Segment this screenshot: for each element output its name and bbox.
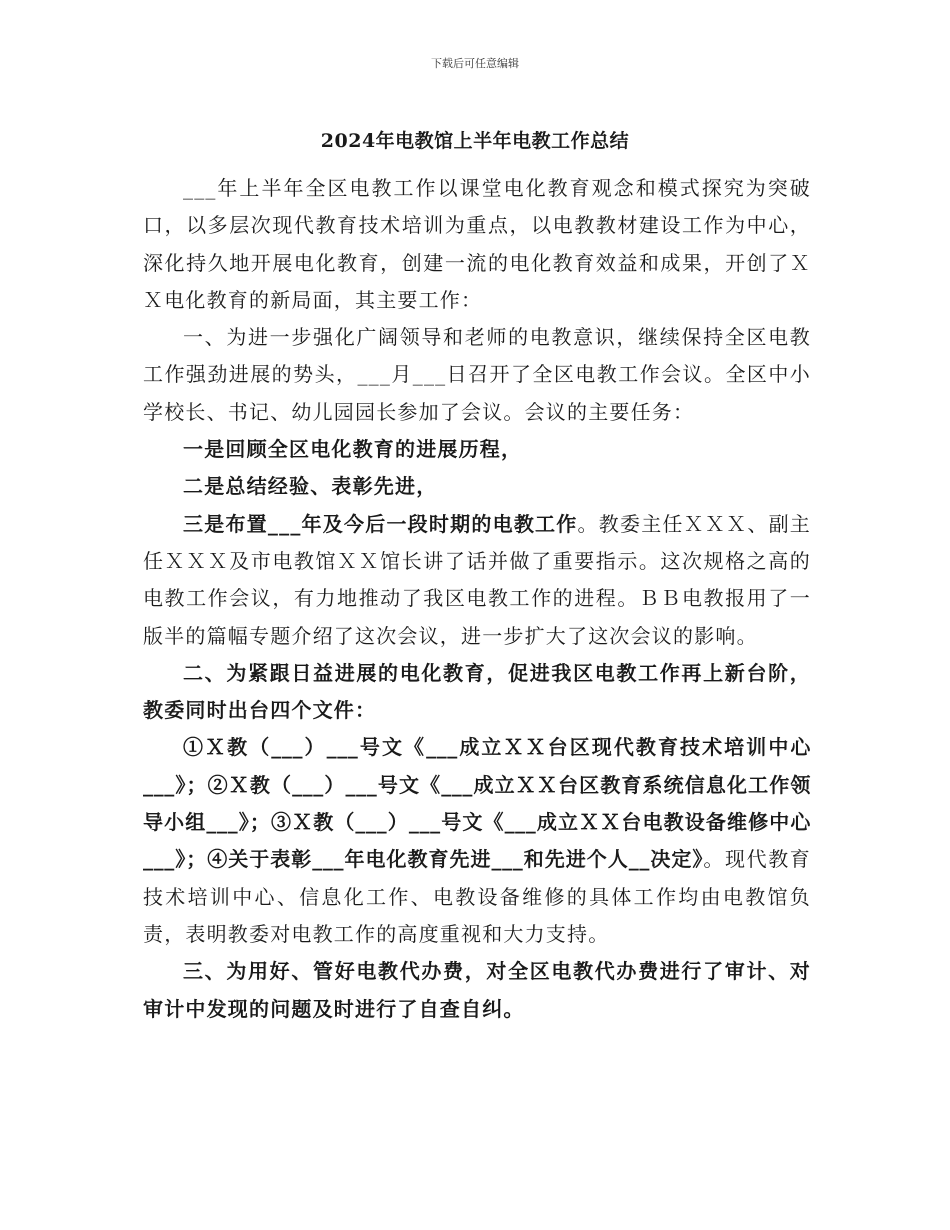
paragraph-section-2: 二、为紧跟日益进展的电化教育，促进我区电教工作再上新台阶，教委同时出台四个文件： <box>143 660 811 723</box>
header-note: 下载后可任意编辑 <box>431 57 519 70</box>
document-title: 2024年电教馆上半年电教工作总结 <box>320 130 630 152</box>
task-3-rest: 。教委主任ＸＸＸ、副主任ＸＸＸ及市电教馆ＸＸ馆长讲了话并做了重要指示。这次规格之高的电教工作会议，有力地推动了我区电教工作的进程。ＢＢ电教报用了一版半的篇幅专题介绍了这次会议，进一步扩大了这次会议的影响。 <box>143 511 812 648</box>
paragraph-section-3: 三、为用好、管好电教代办费，对全区电教代办费进行了审计、对审计中发现的问题及时进行了自查自纠。 <box>143 959 811 1021</box>
paragraph-task-3 <box>143 506 811 655</box>
paragraph-task-2: 二是总结经验、表彰先进， <box>183 474 438 499</box>
documents-bold: ①Ｘ教（___）___号文《___成立ＸＸ台区现代教育技术培训中心___》；②Ｘ教（___）___号文《___成立ＸＸ台区教育系统信息化工作领导小组___》；③Ｘ教（___）___号文《___成立ＸＸ台电教设备维修中心___》；④关于表彰___年电化教育先进___和先进个人__决定》 <box>143 735 811 872</box>
paragraph-documents <box>143 729 811 953</box>
paragraph-task-1: 一是回顾全区电化教育的进展历程， <box>183 437 523 462</box>
documents-rest: 。现代教育技术培训中心、信息化工作、电教设备维修的具体工作均由电教馆负责，表明教委对电教工作的高度重视和大力支持。 <box>143 847 811 946</box>
paragraph-section-1: 一、为进一步强化广阔领导和老师的电教意识，继续保持全区电教工作强劲进展的势头，___月___日召开了全区电教工作会议。全区中小学校长、书记、幼儿园园长参加了会议。会议的主要任务： <box>143 325 811 424</box>
task-3-bold: 三是布置___年及今后一段时期的电教工作 <box>183 511 578 536</box>
document-body <box>143 170 811 1028</box>
paragraph-intro: ___年上半年全区电教工作以课堂电化教育观念和模式探究为突破口，以多层次现代教育技术培训为重点，以电教教材建设工作为中心，深化持久地开展电化教育，创建一流的电化教育效益和成果，开创了ＸＸ电化教育的新局面，其主要工作： <box>143 176 811 312</box>
